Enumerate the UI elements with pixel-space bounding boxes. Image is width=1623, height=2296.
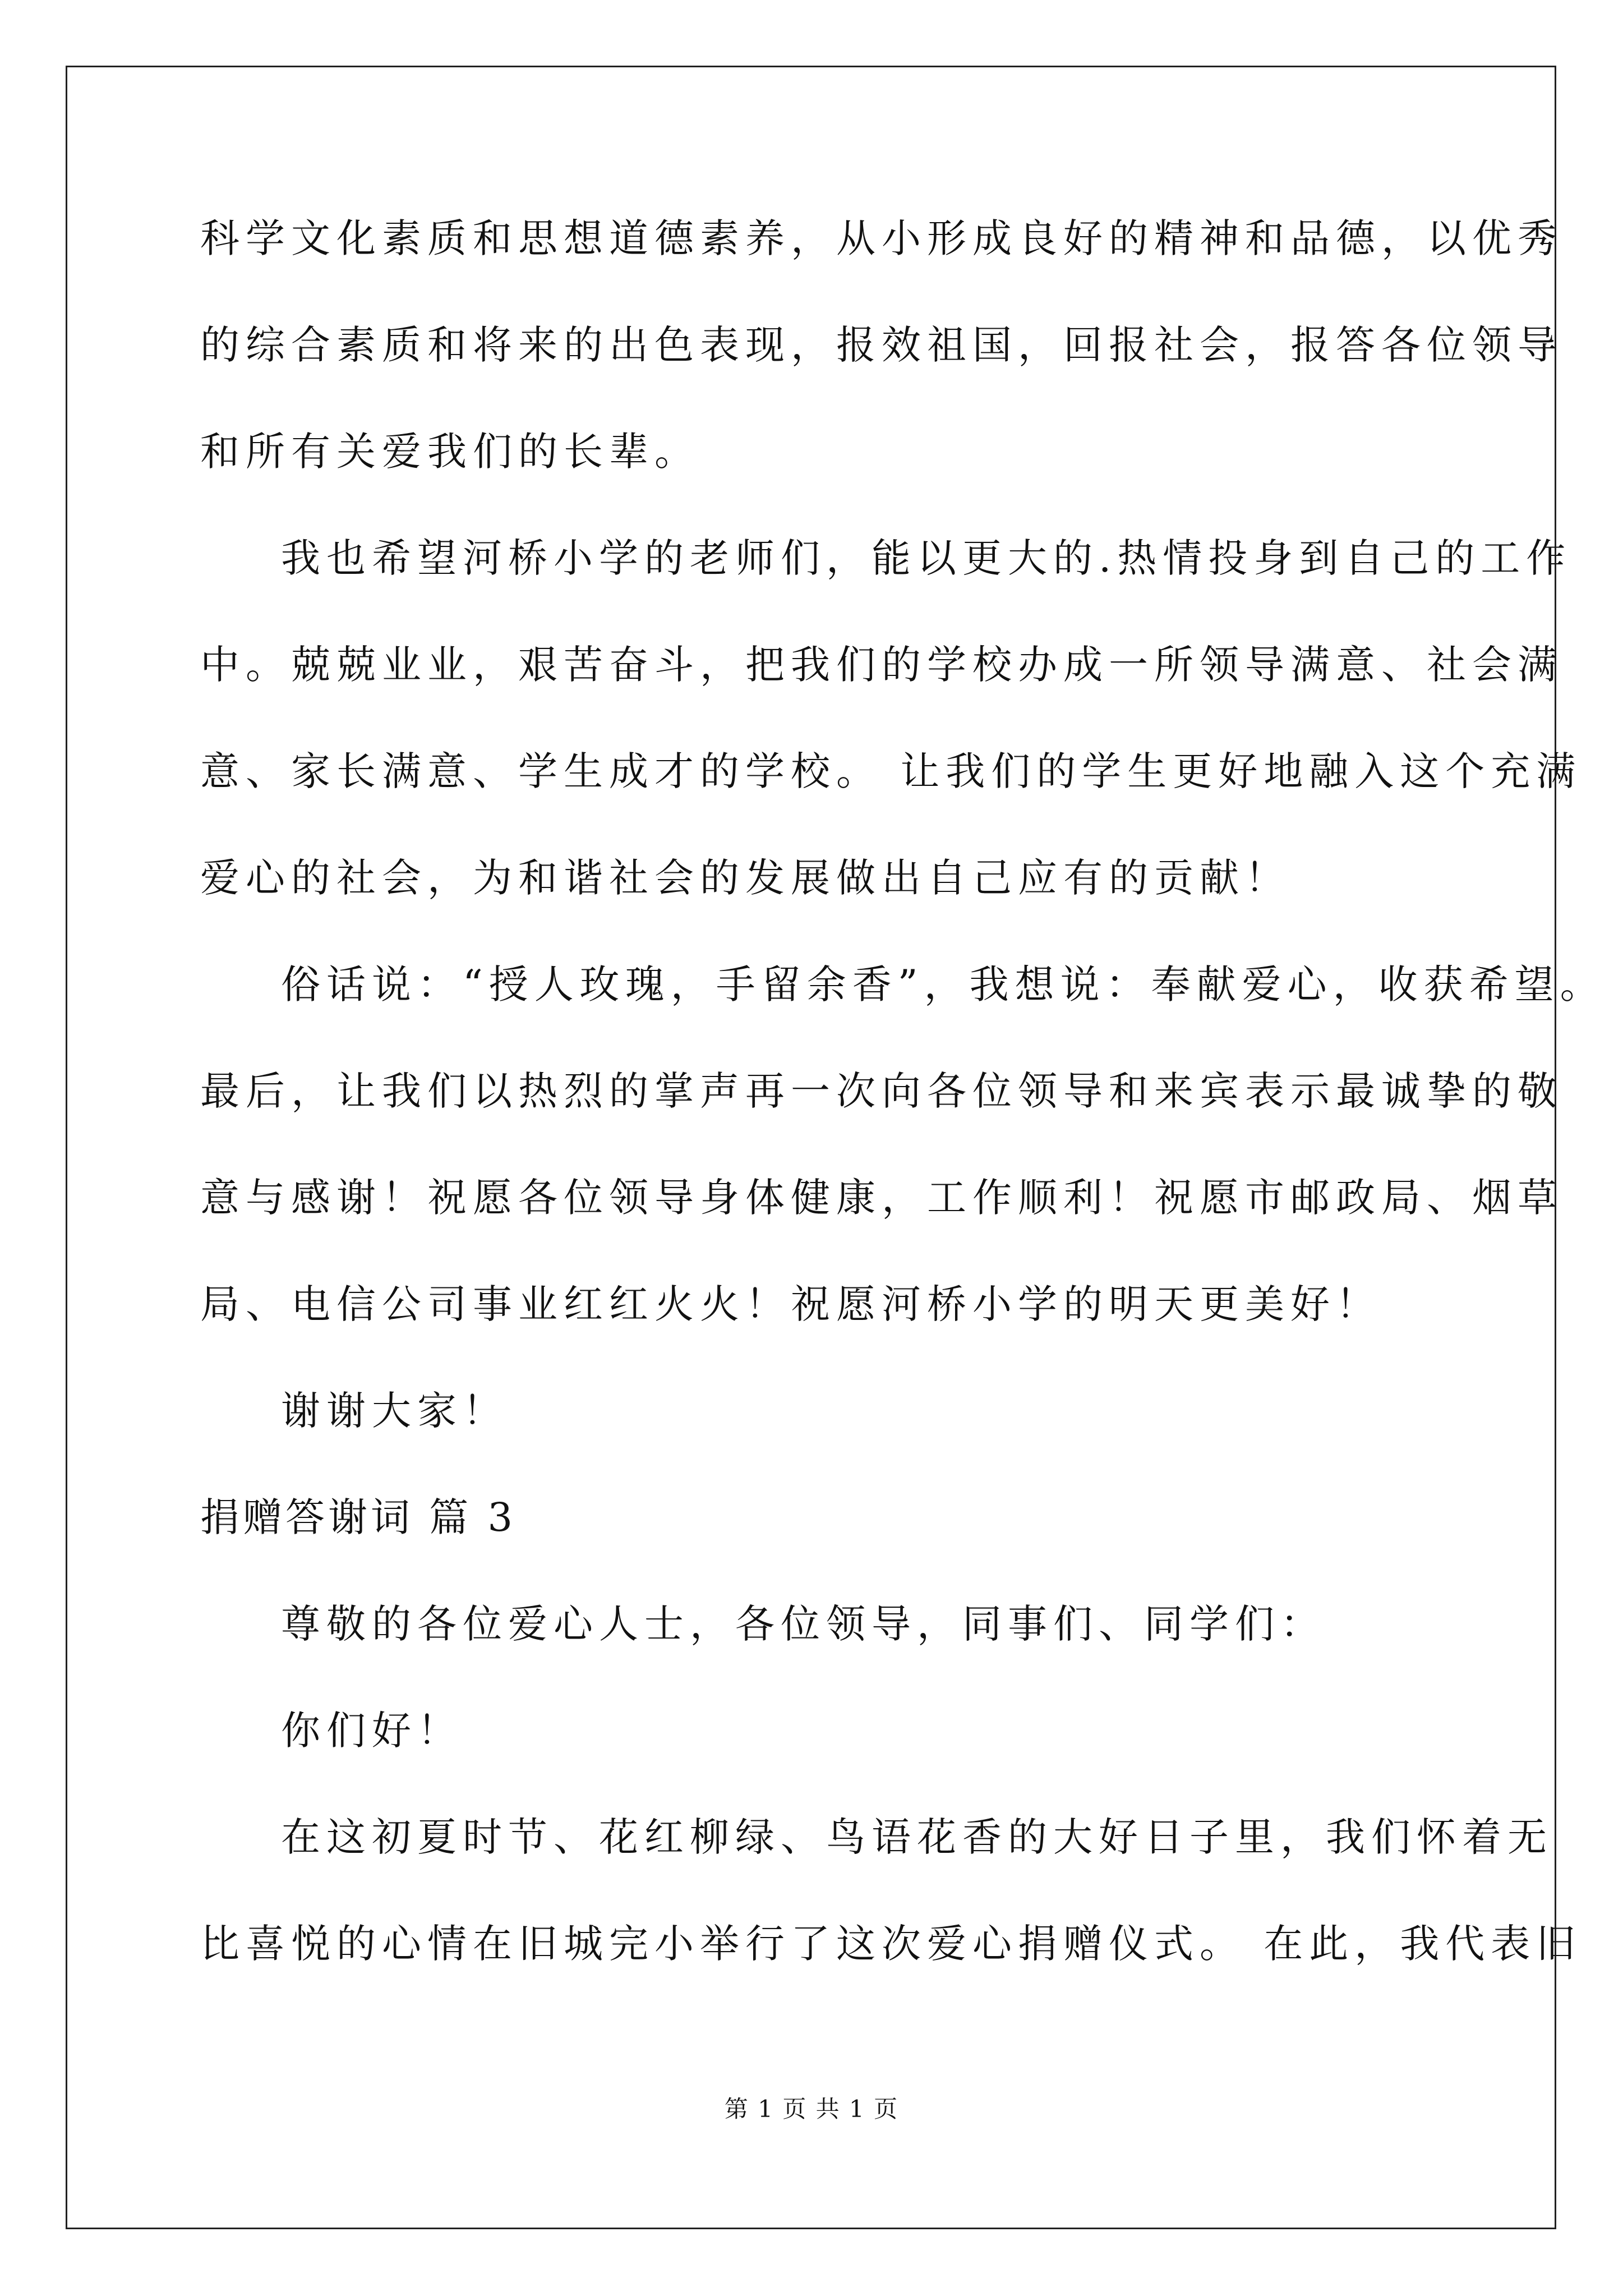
- text-line: 科学文化素质和思想道德素养，从小形成良好的精神和品德，以优秀: [200, 215, 1563, 261]
- page-footer: 第 1 页 共 1 页: [724, 2095, 899, 2123]
- paragraph-start-line: 我也希望河桥小学的老师们，能以更大的.热情投身到自己的工作: [281, 535, 1572, 581]
- paragraph-start-line: 在这初夏时节、花红柳绿、鸟语花香的大好日子里，我们怀着无: [281, 1814, 1553, 1860]
- text-line: 局、电信公司事业红红火火！祝愿河桥小学的明天更美好！: [200, 1281, 1381, 1327]
- text-line: 比喜悦的心情在旧城完小举行了这次爱心捐赠仪式。 在此，我代表旧: [200, 1921, 1582, 1967]
- closing-line: 谢谢大家！: [281, 1388, 508, 1434]
- text-line: 最后，让我们以热烈的掌声再一次向各位领导和来宾表示最诚挚的敬: [200, 1068, 1563, 1114]
- salutation-line: 尊敬的各位爱心人士，各位领导，同事们、同学们：: [281, 1601, 1326, 1647]
- text-line: 意与感谢！祝愿各位领导身体健康，工作顺利！祝愿市邮政局、烟草: [200, 1175, 1563, 1221]
- text-line: 意、家长满意、学生成才的学校。 让我们的学生更好地融入这个充满: [200, 748, 1582, 794]
- section-heading: 捐赠答谢词 篇 3: [200, 1494, 517, 1540]
- text-line: 和所有关爱我们的长辈。: [200, 429, 700, 475]
- document-body: [200, 185, 1606, 1997]
- greeting-line: 你们好！: [281, 1708, 463, 1754]
- text-line: 的综合素质和将来的出色表现，报效祖国，回报社会，报答各位领导: [200, 322, 1563, 368]
- paragraph-start-line: 俗话说：“授人玫瑰，手留余香”，我想说：奉献爱心，收获希望。: [281, 961, 1606, 1007]
- text-line: 爱心的社会，为和谐社会的发展做出自己应有的贡献！: [200, 855, 1290, 901]
- text-line: 中。兢兢业业，艰苦奋斗，把我们的学校办成一所领导满意、社会满: [200, 642, 1563, 688]
